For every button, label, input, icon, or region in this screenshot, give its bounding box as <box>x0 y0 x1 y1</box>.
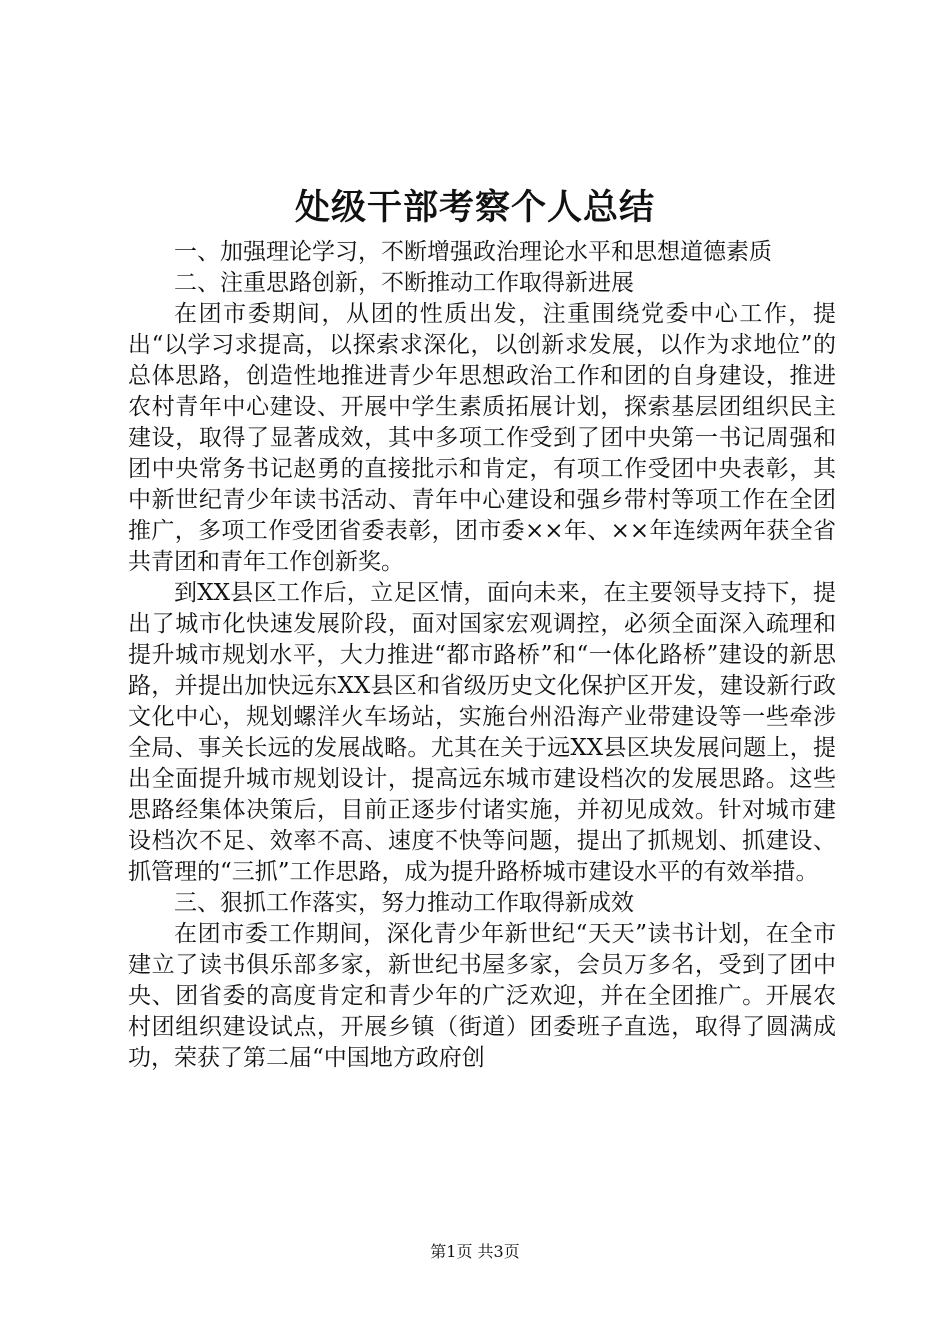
section-heading-1: 一、加强理论学习，不断增强政治理论水平和思想道德素质 <box>174 239 772 265</box>
section-heading-3: 三、狠抓工作落实，努力推动工作取得新成效 <box>174 890 634 916</box>
body-paragraph: 在团市委期间，从团的性质出发，注重围绕党委中心工作，提出“以学习求提高，以探索求深化，以创新求发展，以作为求地位”的总体思路，创造性地推进青少年思想政治工作和团的自身建设，推进农村青年中心建设、开展中学生素质拓展计划，探索基层团组织民主建设，取得了显著成效，其中多项工作受到了团中央第一书记周强和团中央常务书记赵勇的直接批示和肯定，有项工作受团中央表彰，其中新世纪青少年读书活动、青年中心建设和强乡带村等项工作在全团推广，多项工作受团省委表彰，团市委××年、××年连续两年获全省共青团和青年工作创新奖。 <box>128 301 836 575</box>
page-number-footer: 第1页 共3页 <box>430 1242 520 1261</box>
body-paragraph: 到XX县区工作后，立足区情，面向未来，在主要领导支持下，提出了城市化快速发展阶段，面对国家宏观调控，必须全面深入疏理和提升城市规划水平，大力推进“都市路桥”和“一体化路桥”建设的新思路，并提出加快远东XX县区和省级历史文化保护区开发，建设新行政文化中心，规划螺洋火车场站，实施台州沿海产业带建设等一些牵涉全局、事关长远的发展战略。尤其在关于远XX县区块发展问题上，提出全面提升城市规划设计，提高远东城市建设档次的发展思路。这些思路经集体决策后，目前正逐步付诸实施，并初见成效。针对城市建设档次不足、效率不高、速度不快等问题，提出了抓规划、抓建设、抓管理的“三抓”工作思路，成为提升路桥城市建设水平的有效举措。 <box>128 580 836 885</box>
document-title: 处级干部考察个人总结 <box>294 187 655 228</box>
section-heading-2: 二、注重思路创新，不断推动工作取得新进展 <box>174 270 634 296</box>
document-body <box>128 237 836 1074</box>
body-paragraph: 在团市委工作期间，深化青少年新世纪“天天”读书计划，在全市建立了读书俱乐部多家，新世纪书屋多家，会员万多名，受到了团中央、团省委的高度肯定和青少年的广泛欢迎，并在全团推广。开展农村团组织建设试点，开展乡镇（街道）团委班子直选，取得了圆满成功，荣获了第二届“中国地方政府创 <box>128 921 836 1071</box>
